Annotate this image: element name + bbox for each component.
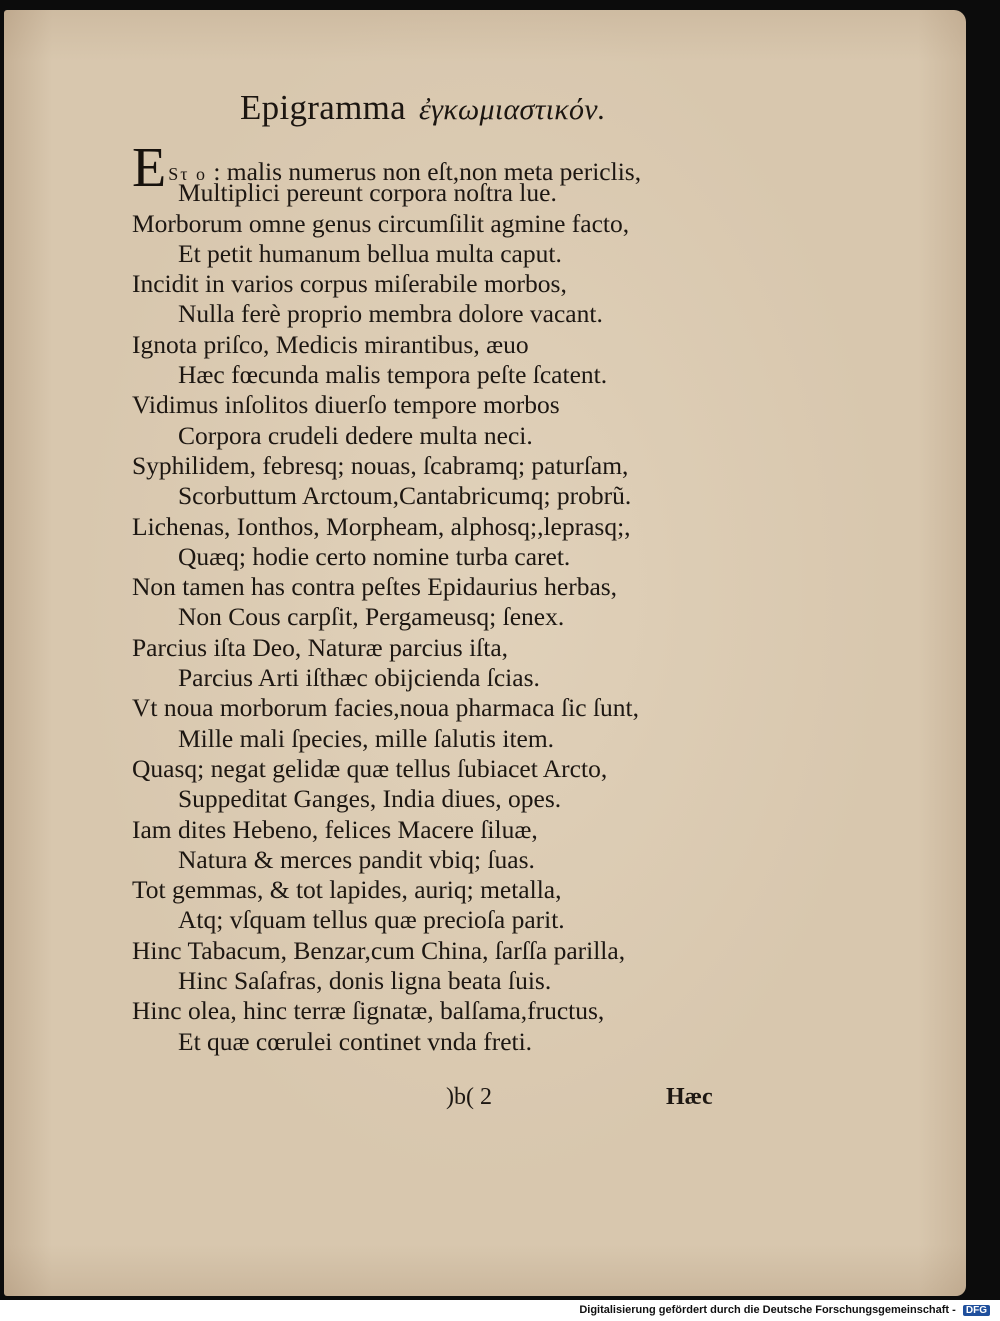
digitization-footer (579, 1304, 990, 1316)
first-word-smallcaps: Sτ o (168, 164, 207, 184)
poem-line: Scorbuttum Arctoum,Cantabricumq; probrũ. (178, 481, 632, 511)
poem-line: Multiplici pereunt corpora noſtra lue. (178, 178, 557, 208)
poem-line: Incidit in varios corpus miſerabile morbos, (132, 269, 567, 299)
poem-line: Et petit humanum bellua multa caput. (178, 238, 562, 268)
poem-line: Quæq; hodie certo nomine turba caret. (178, 541, 571, 571)
poem-line: Et quæ cœrulei continet vnda freti. (178, 1026, 533, 1056)
poem-line: Hinc Saſafras, donis ligna beata ſuis. (178, 966, 552, 996)
poem-line: Nulla ferè proprio membra dolore vacant. (178, 299, 603, 329)
dfg-logo: DFG (963, 1305, 990, 1316)
poem-line: Iam dites Hebeno, felices Macere ſiluæ, (132, 814, 538, 844)
book-page (4, 10, 966, 1296)
poem-lines (132, 178, 752, 1057)
poem-line: Suppeditat Ganges, India diues, opes. (178, 784, 562, 814)
poem-line: Natura & merces pandit vbiq; ſuas. (178, 844, 535, 874)
signature-mark: )b( 2 (446, 1084, 492, 1110)
poem-line: Morborum omne genus circumſilit agmine facto, (132, 208, 630, 238)
poem-line: Atq; vſquam tellus quæ precioſa parit. (178, 905, 565, 935)
digitization-note: Digitalisierung gefördert durch die Deutsche Forschungsgemeinschaft - (579, 1304, 956, 1316)
poem-line: Hinc Tabacum, Benzar,cum China, ſarſſa parilla, (132, 935, 626, 965)
poem-line: Tot gemmas, & tot lapides, auriq; metalla, (132, 875, 562, 905)
poem-line: Corpora crudeli dedere multa neci. (178, 420, 533, 450)
title-latin: Epigramma (240, 88, 406, 127)
title-greek: ἐγκωμιαστικόν. (419, 93, 606, 126)
drop-cap: E (132, 137, 167, 199)
poem-body (132, 137, 752, 1057)
poem-line: Hinc olea, hinc terræ ſignatæ, balſama,fructus, (132, 996, 605, 1026)
poem-line: Parcius Arti iſthæc obijcienda ſcias. (178, 663, 540, 693)
poem-line: Mille mali ſpecies, mille ſalutis item. (178, 723, 555, 753)
poem-line: Ignota priſco, Medicis mirantibus, æuo (132, 329, 529, 359)
poem-line: Lichenas, Ionthos, Morpheam, alphosq;,leprasq;, (132, 511, 631, 541)
poem-line: Hæc fœcunda malis tempora peſte ſcatent. (178, 360, 608, 390)
poem-line: Non tamen has contra peſtes Epidaurius herbas, (132, 572, 618, 602)
catchword: Hæc (666, 1084, 713, 1110)
poem-line: Vt noua morborum facies,noua pharmaca ſic ſunt, (132, 693, 639, 723)
poem-line: Non Cous carpſit, Pergameusq; ſenex. (178, 602, 565, 632)
first-line-rest: : malis numerus non eſt,non meta periclis, (213, 157, 642, 186)
poem-line: Quasq; negat gelidæ quæ tellus ſubiacet Arcto, (132, 753, 608, 783)
page-title (240, 88, 606, 128)
poem-line: Syphilidem, febresq; nouas, ſcabramq; paturſam, (132, 450, 629, 480)
poem-line: Vidimus inſolitos diuerſo tempore morbos (132, 390, 560, 420)
poem-line: Parcius iſta Deo, Naturæ parcius iſta, (132, 632, 509, 662)
